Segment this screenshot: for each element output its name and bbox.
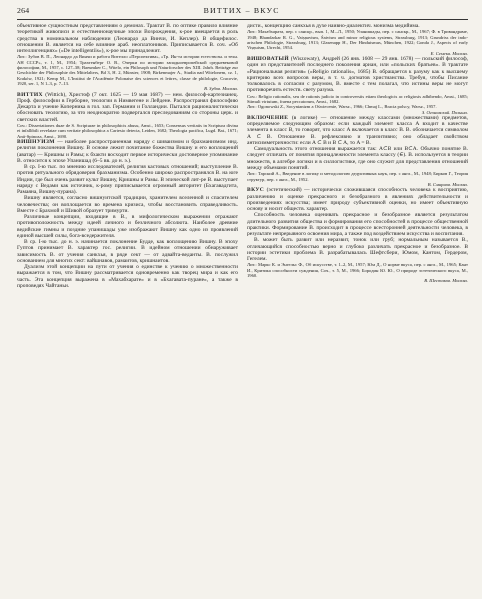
bibliography: Лит.: Зубов В. П., Леонардо да Винчи и работа Вителло «Перспектива», «Тр. Ин-та истории естествозн. и техн. АН СССР», т. 1, М., 1954; Трахтенберг О. В., Очерки по истории западноевропейской средневековой философии, М., 1957, с. 127–38; Baeumker C., Witelo, ein Philosoph und Naturforscher des XIII. Jahrh. Beiträge zur Geschichte der Philosophie des Mittelalters, Bd 3, H. 2, Münster, 1908; Birkenmajer A., Studia nad Witelonem, cz. 1, Kraków, 1921; Kemp M., L'Institut de l'Académie Polonaise des sciences et lettres, classe de philologie, Cracovie, 1920, ser. 1, N 1–3, p. 7–13. bbox=[17, 54, 238, 86]
continued-paragraph: дисти., концепцию санкхья в духе наивно-диалектич. монизма медийима. bbox=[247, 23, 420, 29]
right-column bbox=[247, 23, 468, 599]
bibliography: Соч.: Religio rationalis, seu de rationis judicio in controversiis etiam theologicis ac religiosis adhibendo, Amst., 1685; Stimuli virtutum, fraena peccatorum, Amst., 1682. bbox=[247, 93, 468, 104]
page-header bbox=[17, 6, 468, 17]
entry-text: (в логике) — отношение между классами (множествами) предметов, определяемое следующим образом: если каждый элемент класса A входит в качестве элемента в класс B, то говорят, что класс A включается в класс B. В. обозначается символом A ⊂ B. Отношение В. рефлексивно и транзитивно; оно обладает свойством антисимметричности: если A ⊂ B и B ⊂ A, то A = B. bbox=[247, 114, 468, 146]
paragraph: В ср. I-ю тыс. по мнению исследователей, религия кастовых отношений; выступление В. против ритуального обрядоверия брахманизма. Особенно широко распространялся В. на юге Индии, где был очень развит культ Вишну, Кришны и Рамы. В эпической лит-ре В. выступает наряду с Ведами как источник, к-рому приписывается огромный авторитет (Бхагавадгита, Рамаяна, Вишну-пурана). bbox=[17, 164, 238, 195]
bibliography: Лит.: Махабхарата, пер. с санскр., вып. 1, М.–Л., 1950; Упанишады, пер. с санскр., М., 1967; Ф. в Тривандраме, 1948; Bhandarkar R. G., Vaiṣṇavism, Śaivism and minor religious systems, Strassburg, 1913; Grundriss der indo-arischen Philologie, Strassburg, 1913; Glasenapp H., Der Hinduismus, München, 1922; Gonda J., Aspects of early Viṣṇuism, Utrecht, 1954. bbox=[247, 29, 468, 51]
entry-text: — наиболее распространенная наряду с шиваизмом и брахманизмом инд. религия поклонения Вишну. В основе лежит почитание божества Вишну и его воплощений (аватар) — Кришны и Рамы; к бхакти восходит первое исторически достоверное упоминание В. относится к эпохе Упанишад (6–5 вв. до н. э.). bbox=[17, 139, 238, 164]
left-column bbox=[17, 23, 238, 599]
author-signature: В. Шестаков. Москва. bbox=[424, 278, 468, 284]
dictionary-entry bbox=[247, 187, 468, 212]
paragraph: Вишну является, согласно вишнуитской традиции, хранителем вселенной и спасителем человечества; он воплощается во времена кризиса, чтобы восстановить справедливость. Вместе с Брахмой и Шивой образует тримурти. bbox=[17, 195, 238, 214]
bibliography: Лит.: Тарский А., Введение в логику и методологию дедуктивных наук, пер. с англ., М., 1948; Бирков Г., Теория структур, пер. с англ., М., 1952. bbox=[247, 171, 468, 182]
dictionary-entry bbox=[17, 92, 238, 123]
continued-paragraph: объективное сущностным представлениям о демонах. Трактат В. по оптике правило влияние теоретикой живописи и естественнонаучные эпохи Возрождения, к-рое вмещается в роль средства в номинальном наблюдении (Леонардо да Винчи, И. Кеплер). В общефилос. отношении В. является на себе влияние араб. неоплатоников. Приписывается В. соч. «Об интеллигенциях» («De intelligentiis»), к-рое мы принадлежит. bbox=[17, 23, 238, 54]
page-number: 264 bbox=[17, 6, 30, 15]
entry-headword: ВИТТИХ bbox=[17, 91, 43, 98]
entry-headword: ВИШНУИЗМ bbox=[17, 139, 55, 145]
paragraph: В ср. I-ю тыс. до н. э. начинается поклонение Будде, как воплощению Вишну. В эпоху Гуптов принимает В. характер гос. религии. В идейном отношении обнаруживает зависимость В. от учения санкхья, в ряде сект — от адвайта-веданты. В. послужил основанием для многих сект: вайшнавов, рамаитов, кришнаитов. bbox=[17, 239, 238, 264]
author-signature: Е. Семека. Москва. bbox=[430, 50, 468, 56]
author-signature: В. Смирнов. Москва. bbox=[427, 181, 468, 187]
header-rule bbox=[17, 19, 468, 20]
paragraph: Способность человека оценивать прекрасное и безобразное является результатом длительного развития общества и формирования его способностей в процессе общественной практики. Формирование В. происходит в процессе всесторонней деятельности человека, в результате непрерывного освоения мира, а также под воздействием искусства и воспитания. bbox=[247, 212, 468, 238]
bibliography: Соч.: Dissertationes duae de S. Scripturae in philosophicis abusu, Amst., 1653; Consensus veritatis in Scriptura divina et infallibili revelatae cum veritate philosophica a Cartesio detecta, Leiden, 1682; Theologia pacifica, Lugd. Bat., 1671; Anti-Spinoza, Amst., 1690. bbox=[17, 122, 238, 139]
paragraph: Самодуальность этого отношения выражается так: A⊂B или B⊂A. Обычно понятие В. следует отличать от понятия принадлежности элемента классу (∈). В. используется в теории множеств, в алгебре логики и в силлогистике, где оно служит для представления отношений между объемами понятий. bbox=[247, 146, 468, 171]
bibliography: Лит.: Ogonowski Z., Socynianizm a Oświecenie, Warsz., 1966; Chmaj L., Bracia polscy, Warsz., 1957. bbox=[247, 104, 437, 110]
paragraph: Различные концепции, входящие в В., в мифологическом выражении отражают противоположность между идеей личного и безличного абсолюта. Наиболее древние ведийские гимны и поздние упанишады уже изображают Вишну как одно из проявлений единой высшей силы, бога-вседержителя. bbox=[17, 214, 238, 239]
running-title: ВИТТИХ – ВКУС bbox=[203, 6, 280, 15]
dictionary-entry bbox=[17, 139, 238, 164]
dictionary-entry bbox=[247, 115, 468, 146]
entry-headword: ВКЛЮЧЕНИЕ bbox=[247, 114, 289, 121]
entry-text: (эстетический) — исторически сложившаяся способность человека к восприятию, различению и оценке прекрасного и безобразного в явлениях действительности и произведениях искусства; имеет природу субъективной оценки, но имеет объективную основу и носит обществ. характер. bbox=[247, 187, 468, 213]
paragraph: В. может быть развит или неразвит, тонок или груб; нормальным называется В., отличающийся способностью верно и глубоко различать прекрасное и безобразное. В истории эстетики проблема В. разрабатывалась Шефтсбери, Юмом, Кантом, Гердером, Гегелем. bbox=[247, 237, 468, 263]
entry-headword: ВКУС bbox=[247, 187, 265, 194]
entry-headword: ВИШОВАТЫЙ bbox=[247, 56, 290, 63]
entry-text: (Wittich), Христоф (7 окт. 1625 — 19 мая 1687) — нем. философ-картезианец. Проф. философии в Герборне, теологии в Нимвегене и Лейдене. Распространял философию Декарта и учение Коперника в гол. зап. Германии и Голландии. Пытался рационалистически обосновать теологию, за что неоднократно подвергался преследованиям со стороны церк. и светских властей. bbox=[17, 91, 238, 123]
bibliography: Лит.: Маркс К. и Энгельс Ф., Об искусстве, т. 1–2, М., 1957; Юм Д., О норме вкуса, пер. с англ., М., 1965; Кант И., Критика способности суждения, Соч., т. 5, М., 1966; Бородин Ю. Ю., О природе эстетического вкуса, М., 1960. bbox=[247, 262, 468, 278]
author-signature: З. Огоновский. Польша. bbox=[421, 109, 468, 115]
paragraph: Дуализм этой концепции на пути от учения о единстве к учению о множественности выражается в том, что Вишну рассматривается одновременно как творец мира и как его часть. Эта концепция выражена в «Махабхарате» и в «Бхагавата-пуране», а также в проповедях Чайтаньи. bbox=[17, 264, 238, 289]
dictionary-entry bbox=[247, 56, 468, 94]
author-signature: В. Зубов. Москва. bbox=[204, 86, 238, 92]
entry-text: (Wiszowaty), Андрей (26 янв. 1608 — 29 янв. 1678) — польский философ, один из представителей последнего поколения ариан, или «польских братьев». В трактате «Рациональная религия» («Religio rationalis», 1685) В. обращается к разуму как к высшему критерию всех вопросов веры, в т. ч. догматов христианства. Требуя, чтобы Писание толковалось в согласии с разумом, В. вместе с тем полагал, что истины веры не могут противоречить естеств. свету разума. bbox=[247, 56, 468, 94]
text-columns bbox=[17, 23, 468, 599]
